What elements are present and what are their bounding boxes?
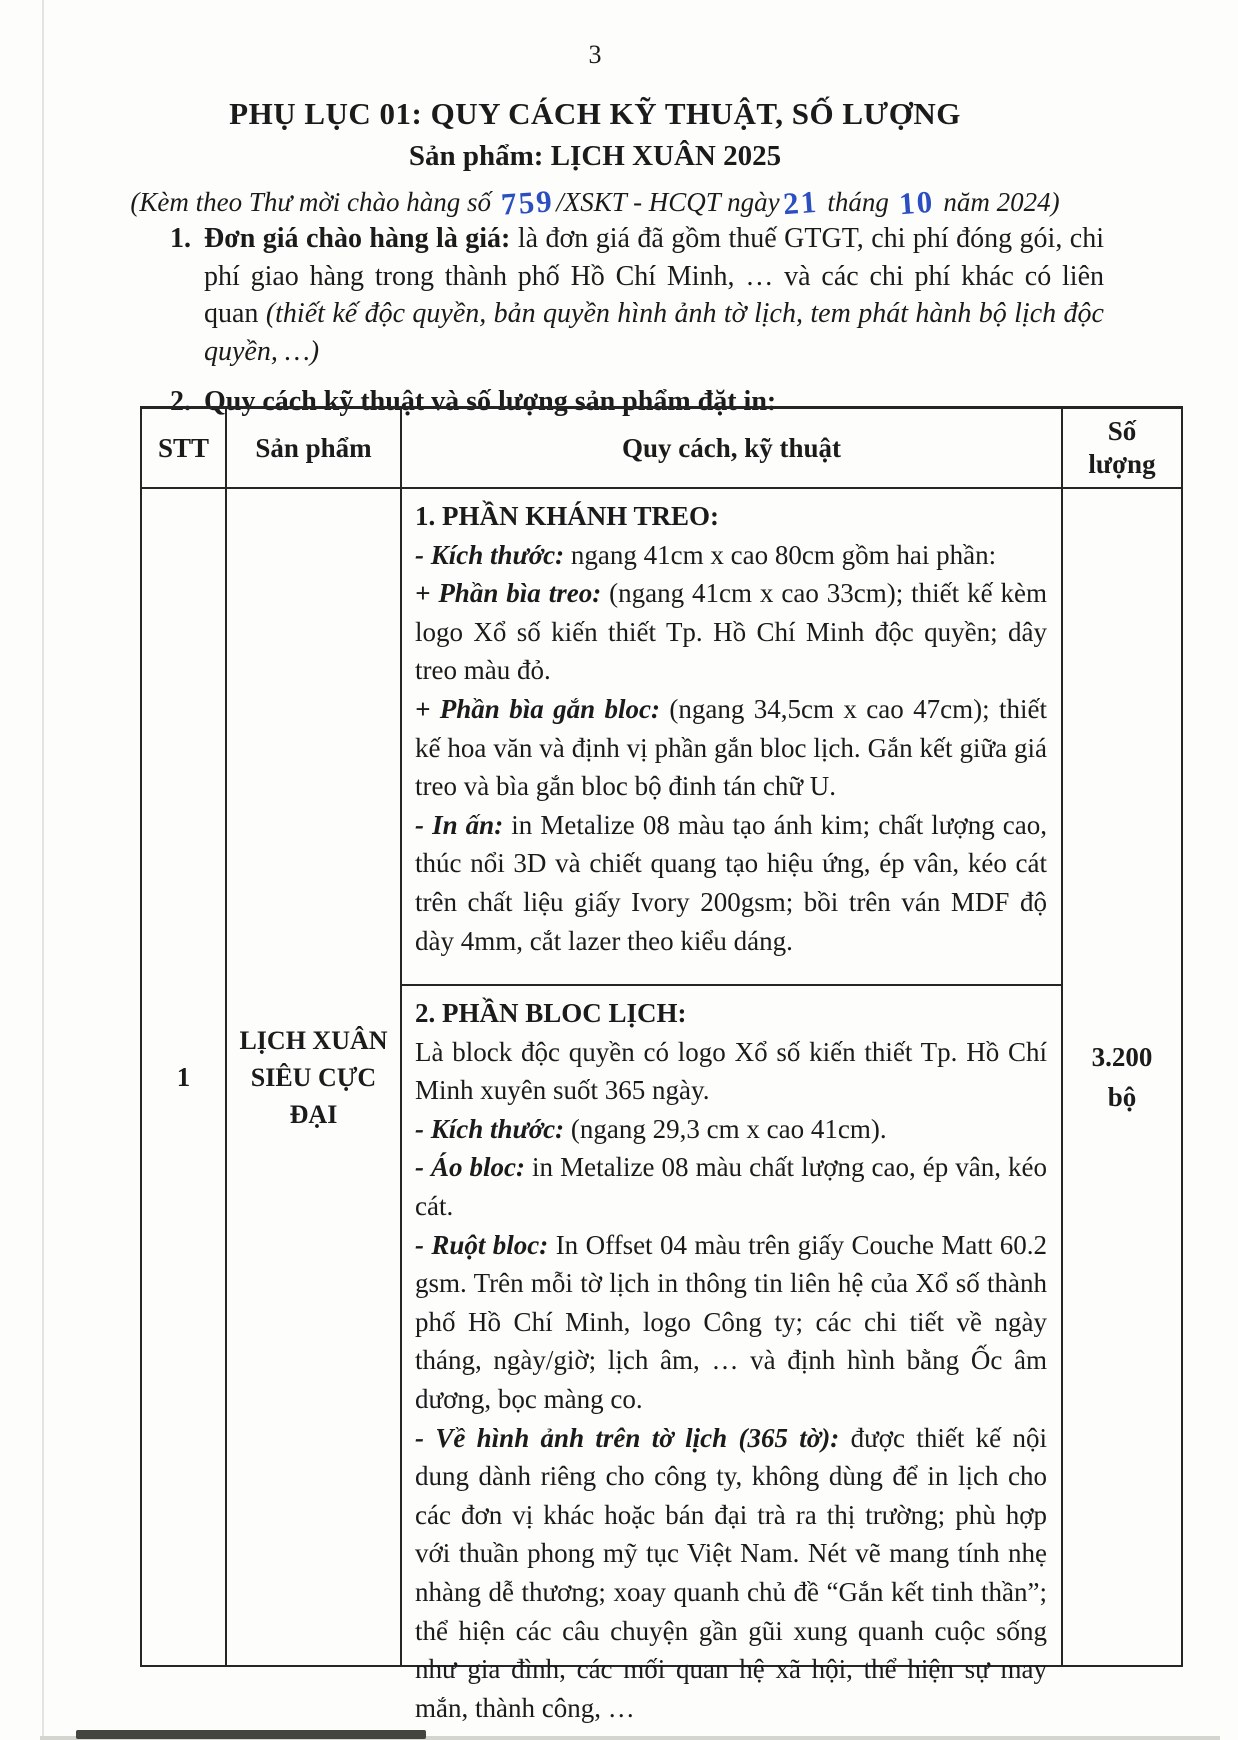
spec-lead: + Phần bìa treo: <box>415 578 602 609</box>
reference-month-label: tháng <box>820 187 896 217</box>
cell-quantity <box>1062 488 1182 1666</box>
page-title: PHỤ LỤC 01: QUY CÁCH KỸ THUẬT, SỐ LƯỢNG <box>229 96 961 131</box>
spec-text: in Metalize 08 màu chất lượng cao, ép vân, kéo cát. <box>415 1152 1047 1221</box>
spec-paragraph <box>415 1110 1047 1149</box>
reference-middle: /XSKT - HCQT ngày <box>556 187 780 217</box>
item-1-italic: (thiết kế độc quyền, bản quyền hình ảnh tờ lịch, tem phát hành bộ lịch độc quyền, …) <box>204 298 1104 367</box>
spec-section-khanh-treo <box>402 489 1061 986</box>
scan-artifact-strip <box>76 1730 426 1739</box>
reference-line <box>75 183 1115 222</box>
cell-product <box>226 488 401 1666</box>
quantity-value: 3.200 <box>1091 1042 1153 1072</box>
page-number: 3 <box>588 40 602 69</box>
spec-table <box>140 406 1183 1723</box>
spec-text: Là block độc quyền có logo Xổ số kiến thiết Tp. Hồ Chí Minh xuyên suốt 365 ngày. <box>415 1036 1047 1106</box>
cell-stt: 1 <box>141 488 226 1666</box>
spec-text: được thiết kế nội dung dành riêng cho công ty, không dùng để in lịch cho các đơn vị khác hoặc bán đại trà ra thị trường; phù hợp với thuần phong mỹ tục Việt Nam. Nét vẽ mang tính nhẹ nhàng dễ thương; xoay quanh chủ đề “Gắn kết tinh thần”; thể hiện các câu chuyện gần gũi xung quanh cuộc sống như gia đình, các mối quan hệ xã hội, thể hiện sự may mắn, thành công, … <box>415 1422 1047 1723</box>
spec-text: ngang 41cm x cao 80cm gồm hai phần: <box>564 539 997 570</box>
handwritten-doc-number: 759 <box>499 183 555 222</box>
item-1 <box>140 220 1120 370</box>
spec-text: (ngang 41cm x cao 33cm); thiết kế kèm logo Xổ số kiến thiết Tp. Hồ Chí Minh độc quyền; dây treo màu đỏ. <box>415 578 1047 686</box>
spec-paragraph <box>415 806 1047 960</box>
spec-text: in Metalize 08 màu tạo ánh kim; chất lượng cao, thúc nổi 3D và chiết quang tạo hiệu ứng, ép vân, kéo cát trên chất liệu giấy Ivory 200gsm; bồi trên ván MDF độ dày 4mm, cắt lazer theo kiểu dáng. <box>415 809 1047 956</box>
reference-suffix: năm 2024) <box>936 187 1060 217</box>
header-product: Sản phẩm <box>226 408 401 489</box>
spec-lead: - Kích thước: <box>415 1113 565 1144</box>
spec-lead: - Áo bloc: <box>415 1152 526 1183</box>
spec-heading-1: 1. PHẦN KHÁNH TREO: <box>415 501 720 531</box>
table-header-row <box>141 408 1182 489</box>
header-qty-label: Số lượng <box>1088 416 1156 479</box>
item-1-text <box>204 220 1104 370</box>
item-2-number: 2. <box>170 386 191 417</box>
quantity-unit: bộ <box>1107 1082 1137 1112</box>
spec-lead: - Kích thước: <box>415 539 565 570</box>
spec-text: (ngang 29,3 cm x cao 41cm). <box>564 1113 887 1144</box>
item-1-body: là đơn giá đã gồm thuế GTGT, chi phí đóng gói, chi phí giao hàng trong thành phố Hồ Chí Minh, … và các chi phí khác có liên quan <box>204 223 1104 329</box>
spec-section-bloc-lich <box>402 986 1061 1723</box>
item-1-lead: Đơn giá chào hàng là giá: <box>204 223 511 254</box>
handwritten-day: 21 <box>781 183 819 222</box>
spec-paragraph <box>415 1419 1047 1728</box>
spec-paragraph <box>415 1148 1047 1225</box>
spec-paragraph <box>415 1033 1047 1110</box>
header-spec: Quy cách, kỹ thuật <box>401 408 1062 489</box>
cell-spec <box>401 488 1062 1723</box>
spec-paragraph <box>415 536 1047 575</box>
document-header <box>75 40 1115 222</box>
spec-lead: + Phần bìa gắn bloc: <box>415 693 660 724</box>
handwritten-month: 10 <box>897 183 935 222</box>
header-qty <box>1062 408 1182 489</box>
spec-lead: - Ruột bloc: <box>415 1229 549 1260</box>
spec-paragraph <box>415 1226 1047 1419</box>
page-subtitle: Sản phẩm: LỊCH XUÂN 2025 <box>408 140 782 172</box>
spec-heading-2: 2. PHẦN BLOC LỊCH: <box>415 998 687 1028</box>
header-stt: STT <box>141 408 226 489</box>
spec-paragraph <box>415 574 1047 690</box>
item-2-lead: Quy cách kỹ thuật và số lượng sản phẩm đặt in: <box>204 386 777 417</box>
spec-text: In Offset 04 màu trên giấy Couche Matt 60.2 gsm. Trên mỗi tờ lịch in thông tin liên hệ của Xổ số thành phố Hồ Chí Minh, logo Công ty; các chi tiết về ngày tháng, ngày/giờ; lịch âm, … và định hình bằng Ốc âm dương, bọc màng co. <box>415 1229 1047 1414</box>
numbered-items <box>140 220 1120 421</box>
spec-paragraph <box>415 690 1047 806</box>
spec-lead: - In ấn: <box>415 809 504 840</box>
scan-edge-line <box>42 0 44 1740</box>
spec-lead: - Về hình ảnh trên tờ lịch (365 tờ): <box>415 1422 840 1453</box>
product-name: LỊCH XUÂN SIÊU CỰC ĐẠI <box>239 1025 388 1129</box>
item-1-number: 1. <box>170 223 191 254</box>
reference-prefix: (Kèm theo Thư mời chào hàng số <box>130 187 498 217</box>
table-row <box>141 488 1182 1666</box>
spec-text: (ngang 34,5cm x cao 47cm); thiết kế hoa văn và định vị phần gắn bloc lịch. Gắn kết giữa giá treo và bìa gắn bloc bộ đinh tán chữ U. <box>415 693 1047 802</box>
